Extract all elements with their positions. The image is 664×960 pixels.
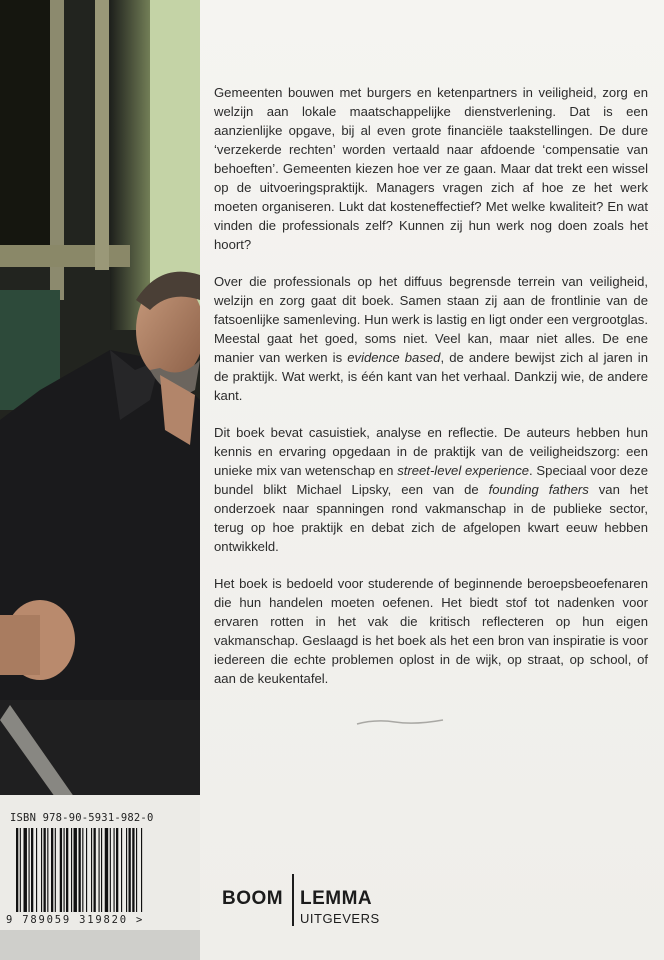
blurb-paragraph-4 [214, 574, 648, 688]
italic-phrase: street-level experience [397, 463, 530, 478]
bottom-photo-strip [0, 930, 200, 960]
text-run: van het onderzoek naar spanningen rond vakmanschap in de publieke sector, terug op hoe praktijk en debat zich de afgelopen kwart eeuw hebben ontwikkeld. [214, 482, 648, 554]
pencil-mark [355, 715, 445, 729]
photo-illustration [0, 0, 200, 795]
publisher-logo-divider [292, 874, 294, 926]
barcode-digits: 9 789059 319820 > [6, 914, 145, 926]
text-run: Over die professionals op het diffuus begrensde terrein van veiligheid, welzijn en zorg gaat dit boek. Samen staan zij aan de frontlinie van de fatsoenlijke samenleving. Hun werk is lastig en ligt onder een vergrootglas. Meestal gaat het goed, soms niet. Veel kan, maar niet alles. De ene manier van werken is [214, 274, 648, 365]
italic-phrase: founding fathers [488, 482, 589, 497]
italic-phrase: evidence based [347, 350, 441, 365]
blurb-paragraph-1 [214, 83, 648, 254]
publisher-logo-boom: BOOM [222, 888, 284, 909]
text-run: Gemeenten bouwen met burgers en ketenpartners in veiligheid, zorg en welzijn aan lokale maatschappelijke dienstverlening. Dat is een aanzienlijke opgave, bij al even grote financiële taakstellingen. De dure ‘verzekerde rechten’ worden vertaald naar afdoende ‘compensatie van behoeften’. Gemeenten kiezen hoe ver ze gaan. Maar dat trekt een wissel op de uitvoeringspraktijk. Managers vragen zich af hoe ze het werk moeten organiseren. Lukt dat kosteneffectief? Met welke kwaliteit? En wat vinden die professionals zelf? Kunnen zij hun werk nog doen zoals het hoort? [214, 85, 648, 252]
text-run: Dit boek bevat casuistiek, analyse en reflectie. De auteurs hebben hun kennis en ervaring opgedaan in de praktijk van de veiligheidszorg: een unieke mix van wetenschap en [214, 425, 648, 478]
cover-photo [0, 0, 200, 795]
blurb-paragraph-2 [214, 272, 648, 405]
isbn-label: ISBN 978-90-5931-982-0 [10, 812, 154, 824]
text-run: Het boek is bedoeld voor studerende of beginnende beroepsbeoefenaren die hun handelen moeten oefenen. Het biedt stof tot nadenken voor ervaren rotten in het vak die kritisch reflecteren op hun eigen vakmanschap. Geslaagd is het boek als het een bron van inspiratie is voor iedereen die echte problemen oplost in de wijk, op straat, op school, of aan de keukentafel. [214, 576, 648, 686]
blurb-paragraph-3 [214, 423, 648, 556]
barcode-icon [16, 828, 184, 914]
blurb-text [214, 83, 648, 706]
text-run: . Speciaal voor deze bundel blikt Michael Lipsky, een van de [214, 463, 648, 497]
publisher-logo-lemma: LEMMA [300, 888, 373, 909]
text-run: , de andere bewijst zich al jaren in de praktijk. Wat werkt, is één kant van het verhaal. Dankzij wie, de andere kant. [214, 350, 648, 403]
publisher-logo-uitgevers: UITGEVERS [300, 911, 380, 926]
